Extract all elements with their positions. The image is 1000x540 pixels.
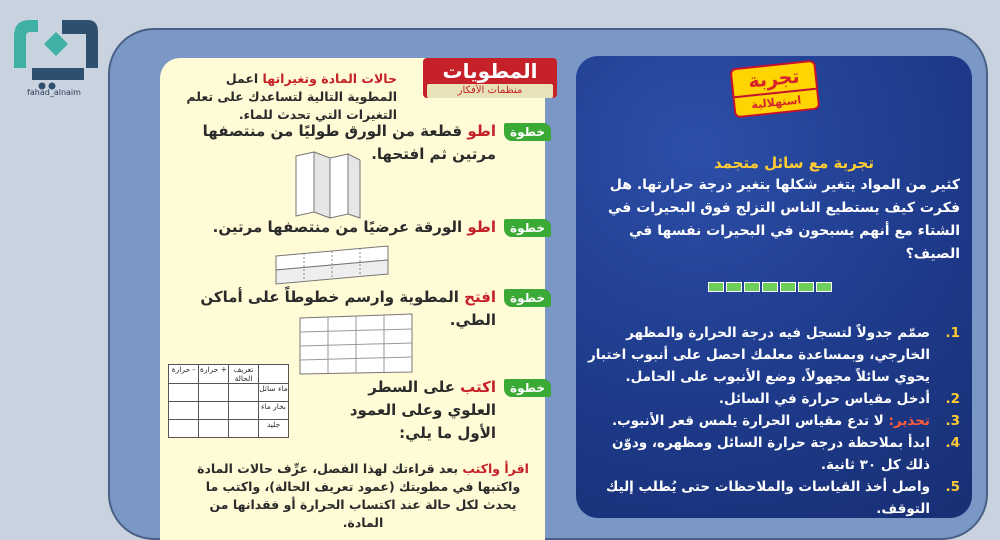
foldables-intro-text: اعمل المطوية التالية لتساعدك على تعلم التغيرات التي تحدث للماء. bbox=[186, 71, 397, 122]
step-text: قطعة من الورق طوليًا من منتصفها مرتين ثم افتحها. bbox=[202, 122, 497, 163]
safety-icon bbox=[744, 282, 760, 292]
foldables-outro bbox=[193, 460, 533, 532]
step-text: لا تدع مقياس الحرارة يلمس قعر الأنبوب. bbox=[612, 413, 889, 429]
safety-icon bbox=[780, 282, 796, 292]
safety-icon bbox=[708, 282, 724, 292]
step-text: أدخل مقياس حرارة في السائل. bbox=[718, 391, 930, 407]
step-verb: اطو bbox=[467, 122, 497, 140]
experiment-steps bbox=[588, 322, 960, 520]
step-text: المطوية وارسم خطوطاً على أماكن الطي. bbox=[200, 288, 497, 329]
step-verb: اطو bbox=[467, 218, 497, 236]
step-verb: اكتب bbox=[460, 378, 497, 396]
experiment-panel bbox=[576, 56, 972, 518]
table-cell bbox=[169, 402, 199, 420]
list-item bbox=[588, 410, 960, 432]
table-header-cell: + حرارة bbox=[199, 365, 229, 384]
table-cell bbox=[199, 420, 229, 438]
list-item bbox=[588, 322, 960, 388]
foldables-panel bbox=[160, 58, 545, 540]
list-item bbox=[588, 388, 960, 410]
open-grid-illustration bbox=[296, 312, 416, 376]
foldables-intro-highlight: حالات المادة وتغيراتها bbox=[262, 71, 397, 86]
step-text: واصل أخذ القياسات والملاحظات حتى يُطلب إليك التوقف. bbox=[606, 479, 930, 517]
states-table bbox=[168, 364, 289, 438]
step-label: خطوة bbox=[504, 219, 551, 237]
table-row-header: ماء سائل bbox=[259, 384, 289, 402]
step-text: الورقة عرضيًا من منتصفها مرتين. bbox=[212, 218, 463, 236]
logo-caption: fahad_alnaim bbox=[27, 88, 81, 97]
table-cell bbox=[169, 384, 199, 402]
table-row-header: جليد bbox=[259, 420, 289, 438]
safety-icon bbox=[816, 282, 832, 292]
experiment-badge bbox=[730, 60, 821, 121]
warning-label: تحذير: bbox=[888, 413, 930, 429]
step-number: 4. bbox=[945, 435, 960, 451]
table-cell bbox=[169, 420, 199, 438]
table-cell bbox=[229, 384, 259, 402]
fold-step-4 bbox=[326, 376, 551, 445]
table-corner-cell bbox=[259, 365, 289, 384]
step-text: على السطر العلوي وعلى العمود الأول ما يلي: bbox=[349, 378, 497, 442]
step-number: 5. bbox=[945, 479, 960, 495]
safety-icons bbox=[708, 282, 832, 292]
experiment-intro: كثير من المواد يتغير شكلها بتغير درجة حرارتها. هل فكرت كيف يستطيع الناس التزلج فوق البحيرات في الشتاء مع أنهم يسبحون في البحيرات نفسها في الصيف؟ bbox=[608, 177, 960, 262]
table-header-cell: تعريف الحالة bbox=[229, 365, 259, 384]
step-label: خطوة bbox=[504, 379, 551, 397]
foldables-badge bbox=[423, 58, 557, 98]
safety-icon bbox=[798, 282, 814, 292]
vertical-fold-illustration bbox=[290, 150, 364, 220]
step-number: 2. bbox=[945, 391, 960, 407]
horizontal-fold-illustration bbox=[272, 242, 392, 292]
list-item bbox=[588, 476, 960, 520]
table-cell bbox=[229, 420, 259, 438]
step-label: خطوة bbox=[504, 123, 551, 141]
table-header-cell: - حرارة bbox=[169, 365, 199, 384]
outro-highlight: اقرأ واكتب bbox=[462, 461, 529, 476]
step-label: خطوة bbox=[504, 289, 551, 307]
experiment-title: تجربة مع سائل متجمد bbox=[713, 154, 874, 172]
step-text: صمّم جدولاً لتسجل فيه درجة الحرارة والمظهر الخارجي، وبمساعدة معلمك احصل على أنبوب اختبار يحوي سائلاً مجهولاً، وضع الأنبوب على الحامل. bbox=[588, 325, 930, 385]
experiment-badge-line1: تجربة bbox=[730, 60, 819, 99]
foldables-intro bbox=[177, 70, 397, 124]
fold-step-2 bbox=[196, 216, 551, 239]
table-cell bbox=[199, 384, 229, 402]
table-cell bbox=[199, 402, 229, 420]
step-number: 3. bbox=[945, 413, 960, 429]
experiment-badge-line2: استهلالية bbox=[733, 89, 821, 118]
step-verb: افتح bbox=[464, 288, 497, 306]
step-number: 1. bbox=[945, 325, 960, 341]
list-item bbox=[588, 432, 960, 476]
step-text: ابدأ بملاحظة درجة حرارة السائل ومظهره، ودوّن ذلك كل ٣٠ ثانية. bbox=[611, 435, 930, 473]
foldables-badge-subtitle: منظمات الأفكار bbox=[427, 84, 553, 98]
table-cell bbox=[229, 402, 259, 420]
fold-step-1 bbox=[196, 120, 551, 166]
safety-icon bbox=[726, 282, 742, 292]
table-row-header: بخار ماء bbox=[259, 402, 289, 420]
safety-icon bbox=[762, 282, 778, 292]
foldables-badge-title: المطويات bbox=[442, 59, 538, 83]
outro-text: بعد قراءتك لهذا الفصل، عرِّف حالات المادة واكتبها في مطويتك (عمود تعريف الحالة)، واكتب ما يحدث لكل حالة عند اكتساب الحرارة أو فقدانها من المادة. bbox=[197, 461, 521, 530]
